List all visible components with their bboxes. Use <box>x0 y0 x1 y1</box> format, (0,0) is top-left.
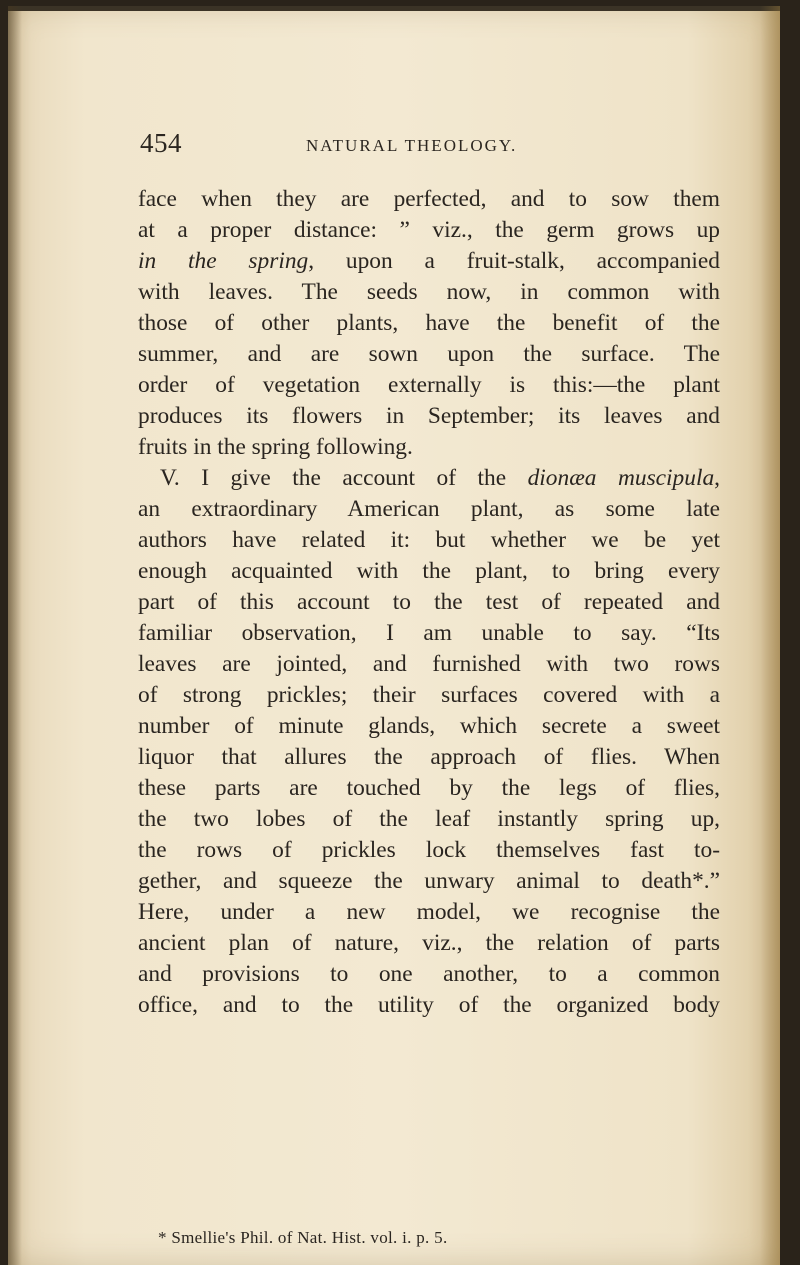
text-line: gether, and squeeze the unwary animal to death*.” <box>138 868 720 894</box>
text-line: Here, under a new model, we recognise the <box>138 899 720 925</box>
text-line: part of this account to the test of repeated and <box>138 589 720 615</box>
top-edge-rule <box>8 6 780 11</box>
text-line: those of other plants, have the benefit of the <box>138 310 720 336</box>
page-number: 454 <box>140 128 182 158</box>
body-text <box>138 184 720 1021</box>
emphasis: in the spring <box>138 248 309 274</box>
text-line: of strong prickles; their surfaces covered with a <box>138 682 720 708</box>
running-head: NATURAL THEOLOGY. <box>306 136 518 155</box>
text-line: the rows of prickles lock themselves fast to- <box>138 837 720 863</box>
text-line: an extraordinary American plant, as some late <box>138 496 720 522</box>
text-line: face when they are perfected, and to sow them <box>138 186 720 212</box>
text-line: liquor that allures the approach of flies. When <box>138 744 720 770</box>
text-line: order of vegetation externally is this:—the plant <box>138 372 720 398</box>
text-line: at a proper distance: ” viz., the germ grows up <box>138 217 720 243</box>
footnote: * Smellie's Phil. of Nat. Hist. vol. i. p. 5. <box>158 1228 448 1247</box>
text-line: authors have related it: but whether we be yet <box>138 527 720 553</box>
text-line: V. I give the account of the dionæa muscipula, <box>160 465 720 491</box>
page-edge <box>760 6 780 1265</box>
text-line: ancient plan of nature, viz., the relation of parts <box>138 930 720 956</box>
text-line: fruits in the spring following. <box>138 434 413 460</box>
text-line: number of minute glands, which secrete a sweet <box>138 713 720 739</box>
text-line: and provisions to one another, to a common <box>138 961 720 987</box>
text-line: produces its flowers in September; its leaves and <box>138 403 720 429</box>
text-line: the two lobes of the leaf instantly spring up, <box>138 806 720 832</box>
binding-shadow <box>8 6 22 1265</box>
page-header <box>140 128 700 168</box>
text-line: with leaves. The seeds now, in common with <box>138 279 720 305</box>
text-line: leaves are jointed, and furnished with two rows <box>138 651 720 677</box>
text-line: in the spring, upon a fruit-stalk, accompanied <box>138 248 720 274</box>
text-line: summer, and are sown upon the surface. The <box>138 341 720 367</box>
text-line: enough acquainted with the plant, to bring every <box>138 558 720 584</box>
text-line: these parts are touched by the legs of flies, <box>138 775 720 801</box>
latin-plant-name: dionæa muscipula <box>527 465 715 491</box>
text-line: familiar observation, I am unable to say. “Its <box>138 620 720 646</box>
text-line: office, and to the utility of the organized body <box>138 992 720 1018</box>
